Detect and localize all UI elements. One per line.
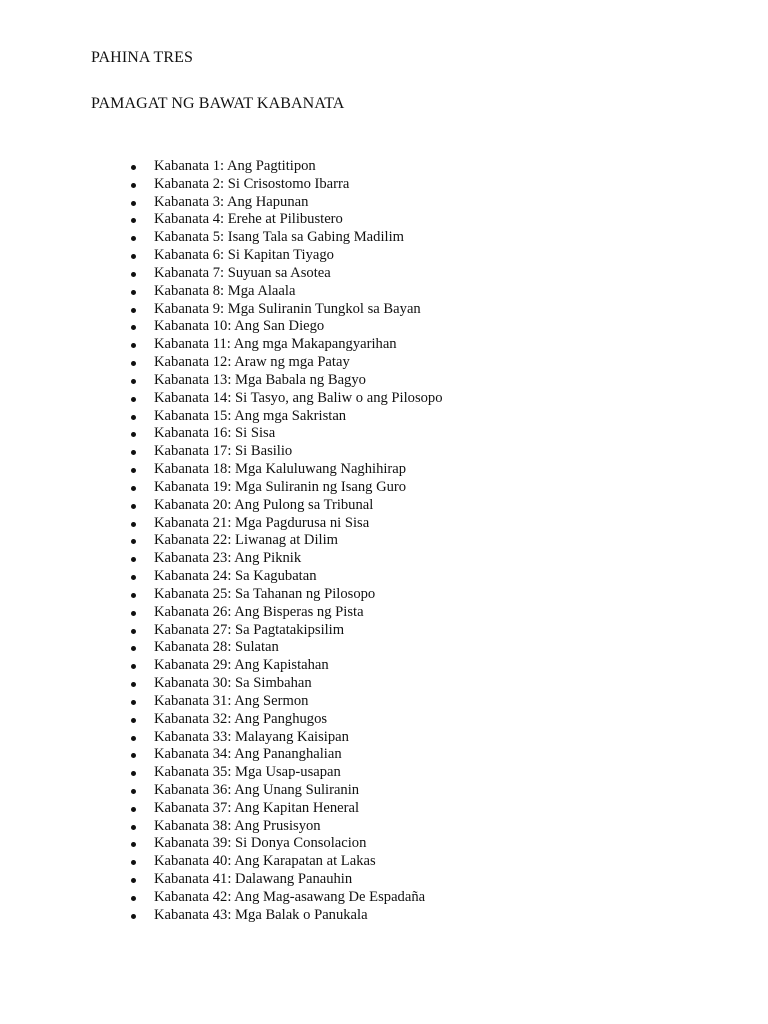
chapter-title: Kabanata 8: Mga Alaala bbox=[154, 282, 296, 299]
chapter-title: Kabanata 35: Mga Usap-usapan bbox=[154, 764, 341, 781]
bullet-icon bbox=[131, 165, 136, 170]
bullet-icon bbox=[131, 629, 136, 634]
chapter-title: Kabanata 15: Ang mga Sakristan bbox=[154, 407, 347, 424]
bullet-icon bbox=[131, 183, 136, 188]
bullet-icon bbox=[131, 646, 136, 651]
chapter-title: Kabanata 25: Sa Tahanan ng Pilosopo bbox=[154, 585, 376, 602]
chapter-title: Kabanata 13: Mga Babala ng Bagyo bbox=[154, 371, 366, 388]
bullet-icon bbox=[131, 486, 136, 491]
bullet-icon bbox=[131, 718, 136, 723]
chapter-title: Kabanata 43: Mga Balak o Panukala bbox=[154, 906, 368, 923]
chapter-title: Kabanata 9: Mga Suliranin Tungkol sa Bayan bbox=[154, 300, 421, 317]
chapter-title: Kabanata 12: Araw ng mga Patay bbox=[154, 354, 350, 371]
bullet-icon bbox=[131, 593, 136, 598]
bullet-icon bbox=[131, 575, 136, 580]
chapter-title: Kabanata 6: Si Kapitan Tiyago bbox=[154, 247, 334, 264]
chapter-title: Kabanata 21: Mga Pagdurusa ni Sisa bbox=[154, 514, 370, 531]
chapter-title: Kabanata 16: Si Sisa bbox=[154, 425, 276, 442]
bullet-icon bbox=[131, 308, 136, 313]
chapter-title: Kabanata 30: Sa Simbahan bbox=[154, 675, 312, 692]
bullet-icon bbox=[131, 504, 136, 509]
chapter-title: Kabanata 26: Ang Bisperas ng Pista bbox=[154, 603, 364, 620]
chapter-title: Kabanata 14: Si Tasyo, ang Baliw o ang Pilosopo bbox=[154, 389, 443, 406]
bullet-icon bbox=[131, 896, 136, 901]
chapter-title: Kabanata 34: Ang Pananghalian bbox=[154, 746, 342, 763]
bullet-icon bbox=[131, 468, 136, 473]
chapter-title: Kabanata 3: Ang Hapunan bbox=[154, 193, 309, 210]
bullet-icon bbox=[131, 397, 136, 402]
bullet-icon bbox=[131, 914, 136, 919]
bullet-icon bbox=[131, 415, 136, 420]
bullet-icon bbox=[131, 736, 136, 741]
chapter-title: Kabanata 20: Ang Pulong sa Tribunal bbox=[154, 496, 374, 513]
chapter-title: Kabanata 31: Ang Sermon bbox=[154, 692, 309, 709]
chapter-title: Kabanata 28: Sulatan bbox=[154, 639, 279, 656]
chapter-title: Kabanata 39: Si Donya Consolacion bbox=[154, 835, 367, 852]
bullet-icon bbox=[131, 325, 136, 330]
bullet-icon bbox=[131, 539, 136, 544]
chapter-title: Kabanata 42: Ang Mag-asawang De Espadaña bbox=[154, 888, 426, 905]
bullet-icon bbox=[131, 236, 136, 241]
chapter-title: Kabanata 23: Ang Piknik bbox=[154, 550, 302, 567]
chapter-title: Kabanata 1: Ang Pagtitipon bbox=[154, 158, 316, 174]
bullet-icon bbox=[131, 807, 136, 812]
chapter-title: Kabanata 32: Ang Panghugos bbox=[154, 710, 328, 727]
chapter-title: Kabanata 27: Sa Pagtatakipsilim bbox=[154, 621, 345, 638]
bullet-icon bbox=[131, 254, 136, 259]
chapter-title: Kabanata 29: Ang Kapistahan bbox=[154, 657, 329, 674]
bullet-icon bbox=[131, 218, 136, 223]
section-title: PAMAGAT NG BAWAT KABANATA bbox=[91, 95, 345, 112]
bullet-icon bbox=[131, 664, 136, 669]
bullet-icon bbox=[131, 201, 136, 206]
chapter-title: Kabanata 17: Si Basilio bbox=[154, 443, 293, 460]
bullet-icon bbox=[131, 789, 136, 794]
chapter-title: Kabanata 10: Ang San Diego bbox=[154, 318, 325, 335]
bullet-icon bbox=[131, 825, 136, 830]
bullet-icon bbox=[131, 700, 136, 705]
chapter-title: Kabanata 2: Si Crisostomo Ibarra bbox=[154, 175, 350, 192]
chapter-title: Kabanata 24: Sa Kagubatan bbox=[154, 568, 317, 585]
bullet-icon bbox=[131, 682, 136, 687]
chapter-title: Kabanata 40: Ang Karapatan at Lakas bbox=[154, 853, 376, 870]
bullet-icon bbox=[131, 557, 136, 562]
bullet-icon bbox=[131, 272, 136, 277]
chapter-title: Kabanata 19: Mga Suliranin ng Isang Guro bbox=[154, 478, 407, 495]
bullet-icon bbox=[131, 611, 136, 616]
bullet-icon bbox=[131, 842, 136, 847]
chapter-title: Kabanata 11: Ang mga Makapangyarihan bbox=[154, 336, 397, 353]
chapter-title: Kabanata 22: Liwanag at Dilim bbox=[154, 532, 338, 549]
bullet-icon bbox=[131, 878, 136, 883]
chapter-title: Kabanata 18: Mga Kaluluwang Naghihirap bbox=[154, 461, 407, 478]
bullet-icon bbox=[131, 379, 136, 384]
chapter-title: Kabanata 36: Ang Unang Suliranin bbox=[154, 781, 360, 798]
bullet-icon bbox=[131, 343, 136, 348]
chapter-title: Kabanata 4: Erehe at Pilibustero bbox=[154, 211, 343, 228]
bullet-icon bbox=[131, 361, 136, 366]
bullet-icon bbox=[131, 290, 136, 295]
chapter-title: Kabanata 38: Ang Prusisyon bbox=[154, 817, 321, 834]
chapter-title: Kabanata 7: Suyuan sa Asotea bbox=[154, 264, 331, 281]
bullet-icon bbox=[131, 860, 136, 865]
page-label: PAHINA TRES bbox=[91, 49, 194, 66]
chapter-title: Kabanata 5: Isang Tala sa Gabing Madilim bbox=[154, 229, 404, 246]
bullet-icon bbox=[131, 432, 136, 437]
chapter-title: Kabanata 41: Dalawang Panauhin bbox=[154, 871, 353, 888]
chapter-title: Kabanata 37: Ang Kapitan Heneral bbox=[154, 799, 360, 816]
chapter-title: Kabanata 33: Malayang Kaisipan bbox=[154, 728, 349, 745]
bullet-icon bbox=[131, 522, 136, 527]
bullet-icon bbox=[131, 771, 136, 776]
bullet-icon bbox=[131, 753, 136, 758]
bullet-icon bbox=[131, 450, 136, 455]
